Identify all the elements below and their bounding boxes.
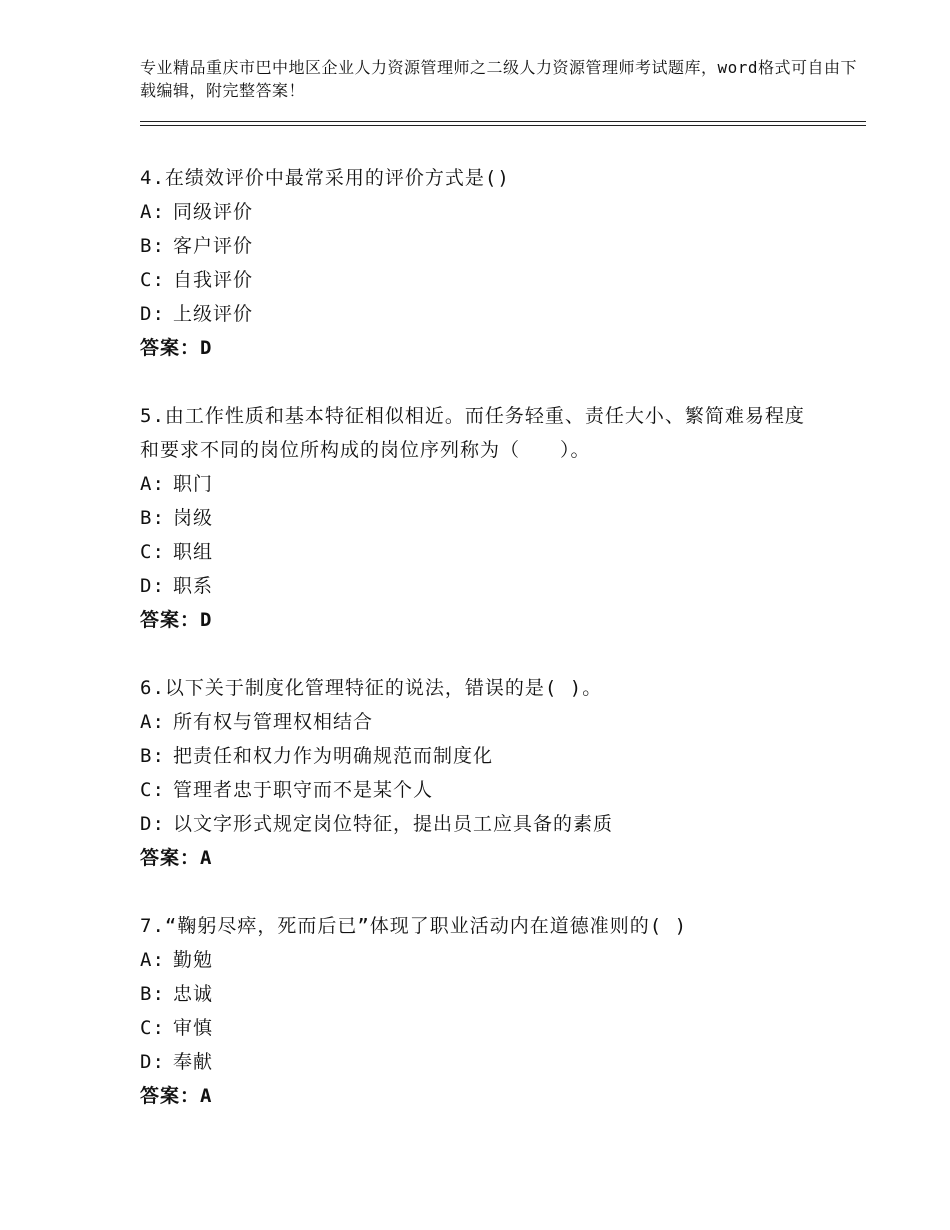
option-b [140, 739, 820, 773]
option-d [140, 807, 820, 841]
option-a [140, 943, 820, 977]
option-text: 上级评价 [173, 303, 254, 325]
option-label: B: [140, 507, 165, 529]
option-text: 岗级 [173, 507, 214, 529]
option-d [140, 569, 820, 603]
option-label: C: [140, 541, 165, 563]
header-rule-bottom [140, 125, 866, 126]
option-label: C: [140, 1017, 165, 1039]
option-label: A: [140, 949, 165, 971]
option-text: 忠诚 [173, 983, 214, 1005]
option-text: 职组 [173, 541, 214, 563]
option-label: D: [140, 303, 165, 325]
question-6 [140, 671, 820, 875]
option-text: 所有权与管理权相结合 [173, 711, 374, 733]
option-label: A: [140, 711, 165, 733]
answer-line: 答案：D [140, 609, 213, 631]
option-label: B: [140, 745, 165, 767]
option-a [140, 195, 820, 229]
option-text: 职门 [173, 473, 214, 495]
option-label: D: [140, 1051, 165, 1073]
option-text: 职系 [173, 575, 214, 597]
option-c [140, 535, 820, 569]
answer-line: 答案：A [140, 847, 213, 869]
option-text: 奉献 [173, 1051, 214, 1073]
option-b [140, 229, 820, 263]
option-d [140, 1045, 820, 1079]
question-5 [140, 399, 820, 637]
question-4 [140, 161, 820, 365]
option-text: 以文字形式规定岗位特征，提出员工应具备的素质 [173, 813, 614, 835]
document-header [140, 56, 870, 102]
option-a [140, 705, 820, 739]
option-label: A: [140, 201, 165, 223]
option-label: B: [140, 235, 165, 257]
question-stem: 7.“鞠躬尽瘁，死而后已”体现了职业活动内在道德准则的( ) [140, 915, 688, 937]
option-text: 同级评价 [173, 201, 254, 223]
option-label: D: [140, 575, 165, 597]
question-stem: 5.由工作性质和基本特征相似相近。而任务轻重、责任大小、繁简难易程度和要求不同的岗位所构成的岗位序列称为（ ）。 [140, 405, 805, 461]
question-7 [140, 909, 820, 1113]
option-a [140, 467, 820, 501]
option-c [140, 263, 820, 297]
question-stem: 6.以下关于制度化管理特征的说法，错误的是( )。 [140, 677, 603, 699]
option-text: 把责任和权力作为明确规范而制度化 [173, 745, 494, 767]
option-label: A: [140, 473, 165, 495]
option-text: 勤勉 [173, 949, 214, 971]
option-b [140, 501, 820, 535]
header-title: 专业精品重庆市巴中地区企业人力资源管理师之二级人力资源管理师考试题库，word格式可自由下载编辑，附完整答案！ [140, 58, 858, 100]
option-text: 管理者忠于职守而不是某个人 [173, 779, 434, 801]
option-c [140, 773, 820, 807]
option-d [140, 297, 820, 331]
option-label: C: [140, 269, 165, 291]
header-rule-top [140, 121, 866, 122]
answer-line: 答案：A [140, 1085, 213, 1107]
option-text: 客户评价 [173, 235, 254, 257]
option-text: 自我评价 [173, 269, 254, 291]
answer-line: 答案：D [140, 337, 213, 359]
option-text: 审慎 [173, 1017, 214, 1039]
option-c [140, 1011, 820, 1045]
option-label: B: [140, 983, 165, 1005]
question-list [140, 161, 820, 1147]
option-b [140, 977, 820, 1011]
option-label: C: [140, 779, 165, 801]
option-label: D: [140, 813, 165, 835]
question-stem: 4.在绩效评价中最常采用的评价方式是() [140, 167, 510, 189]
